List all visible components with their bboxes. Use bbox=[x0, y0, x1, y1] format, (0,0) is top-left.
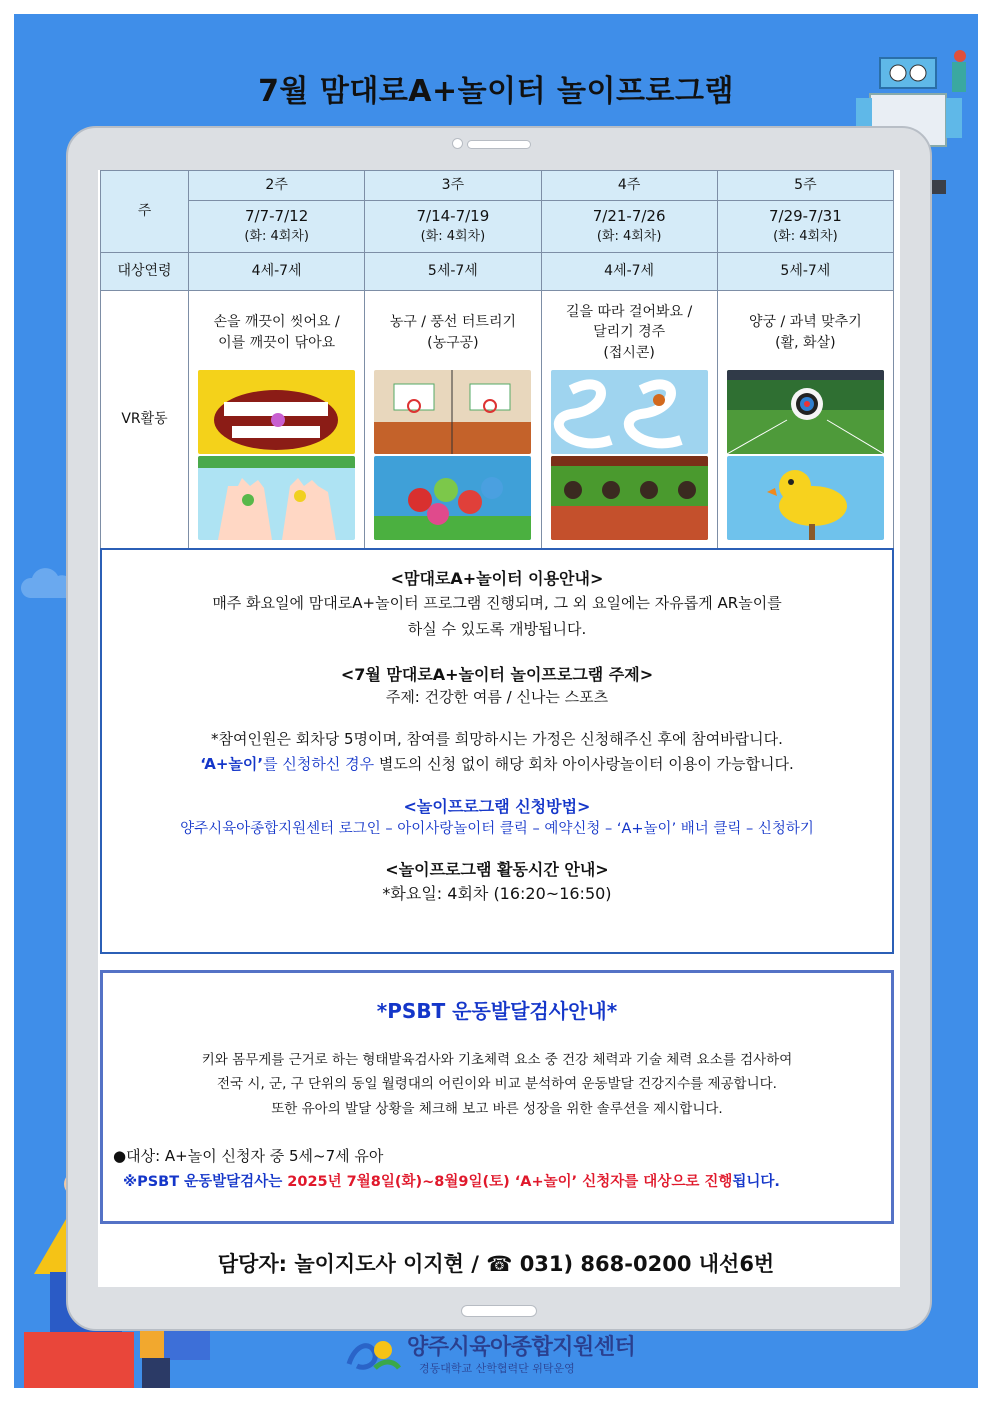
path-walking-game-icon bbox=[551, 370, 708, 454]
vr-activity-cell bbox=[717, 291, 893, 549]
aplus-condition: 를 신청하신 경우 bbox=[263, 755, 375, 773]
running-race-game-icon bbox=[551, 456, 708, 540]
activity-line: 손을 깨끗이 씻어요 / bbox=[213, 314, 340, 331]
usage-guide-text-line: 매주 화요일에 맘대로A+놀이터 프로그램 진행되며, 그 외 요일에는 자유롭게 AR놀이를 bbox=[212, 594, 782, 612]
logo-mark-icon bbox=[345, 1334, 403, 1374]
page-title: 7월 맘대로A+놀이터 놀이프로그램 bbox=[258, 74, 734, 109]
date-cell bbox=[189, 201, 365, 253]
activity-text bbox=[721, 298, 890, 368]
psbt-note-suffix: 됩니다. bbox=[732, 1173, 780, 1190]
participation-note: *참여인원은 회차당 5명이며, 참여를 희망하시는 가정은 신청해주신 후에 참여바랍니다. bbox=[211, 729, 783, 748]
theme-heading: <7월 맘대로A+놀이터 놀이프로그램 주제> bbox=[340, 665, 654, 684]
apply-steps: 양주시육아종합지원센터 로그인 – 아이사랑놀이터 클릭 – 예약신청 – ‘A+놀이’ 배너 클릭 – 신청하기 bbox=[180, 820, 814, 837]
vr-activity-cell bbox=[365, 291, 541, 549]
week-header-cell: 주 bbox=[101, 171, 189, 253]
vr-activity-cell bbox=[189, 291, 365, 549]
psbt-description-line: 전국 시, 군, 구 단위의 동일 월령대의 어린이와 비교 분석하여 운동발달 건강지수를 제공합니다. bbox=[217, 1076, 777, 1093]
psbt-note-prefix: ※PSBT 운동발달검사는 bbox=[123, 1173, 288, 1190]
organization-name: 양주시육아종합지원센터 bbox=[407, 1335, 636, 1360]
organization-logo bbox=[345, 1330, 665, 1382]
basketball-game-icon bbox=[374, 370, 531, 454]
aplus-rest: 별도의 신청 없이 해당 회차 아이사랑놀이터 이용이 가능합니다. bbox=[374, 755, 794, 773]
duck-target-game-icon bbox=[727, 456, 884, 540]
tablet-home-bar bbox=[461, 1305, 537, 1317]
activity-line: 달리기 경주 bbox=[593, 324, 666, 341]
date-range: 7/7-7/12 bbox=[245, 207, 309, 226]
week-cell: 5주 bbox=[717, 171, 893, 201]
age-cell: 4세-7세 bbox=[189, 253, 365, 291]
aplus-note bbox=[102, 752, 892, 778]
archery-game-icon bbox=[727, 370, 884, 454]
age-cell: 4세-7세 bbox=[541, 253, 717, 291]
session-count: (화: 4회차) bbox=[244, 228, 309, 244]
balloon-pop-game-icon bbox=[374, 456, 531, 540]
session-count: (화: 4회차) bbox=[773, 228, 838, 244]
activity-line: 농구 / 풍선 터트리기 bbox=[389, 314, 516, 331]
table-row-dates bbox=[101, 201, 894, 253]
psbt-description-line: 또한 유아의 발달 상황을 체크해 보고 바른 성장을 위한 솔루션을 제시합니다. bbox=[271, 1100, 723, 1117]
session-count: (화: 4회차) bbox=[596, 228, 662, 244]
vr-activity-cell bbox=[541, 291, 717, 549]
age-cell: 5세-7세 bbox=[365, 253, 541, 291]
contact-info: 담당자: 놀이지도사 이지현 / ☎ 031) 868-0200 내선6번 bbox=[217, 1252, 775, 1276]
hand-washing-game-icon bbox=[198, 456, 355, 540]
activity-line: (활, 화살) bbox=[775, 334, 836, 351]
week-cell: 4주 bbox=[541, 171, 717, 201]
date-cell bbox=[717, 201, 893, 253]
week-cell: 3주 bbox=[365, 171, 541, 201]
age-header-cell: 대상연령 bbox=[101, 253, 189, 291]
age-cell: 5세-7세 bbox=[717, 253, 893, 291]
date-cell bbox=[541, 201, 717, 253]
vr-header-cell: VR활동 bbox=[101, 291, 189, 549]
psbt-note-dates: 2025년 7월8일(화)~8월9일(토) ‘A+놀이’ 신청자를 대상으로 진행 bbox=[287, 1173, 733, 1190]
usage-guide-text-line: 하실 수 있도록 개방됩니다. bbox=[407, 619, 587, 638]
table-row-vr bbox=[101, 291, 894, 549]
organization-subtitle: 경동대학교 산학협력단 위탁운영 bbox=[419, 1362, 575, 1375]
psbt-target: ●대상: A+놀이 신청자 중 5세~7세 유아 bbox=[113, 1146, 384, 1165]
psbt-box bbox=[100, 970, 894, 1224]
activity-line: 이를 깨끗이 닦아요 bbox=[218, 334, 336, 351]
date-range: 7/29-7/31 bbox=[768, 207, 842, 226]
tooth-brushing-game-icon bbox=[198, 370, 355, 454]
psbt-description-line: 키와 몸무게를 근거로 하는 형태발육검사와 기초체력 요소 중 건강 체력과 기술 체력 요소를 검사하여 bbox=[201, 1052, 793, 1068]
date-range: 7/21-7/26 bbox=[592, 207, 666, 226]
activity-text bbox=[368, 298, 537, 368]
theme-text: 주제: 건강한 여름 / 신나는 스포츠 bbox=[385, 688, 609, 706]
date-cell bbox=[365, 201, 541, 253]
aplus-quote: ‘A+놀이’ bbox=[200, 755, 264, 773]
usage-guide-box bbox=[100, 548, 894, 954]
session-count: (화: 4회차) bbox=[420, 228, 486, 244]
activity-time-heading: <놀이프로그램 활동시간 안내> bbox=[385, 860, 609, 880]
tablet-camera-bar bbox=[467, 140, 531, 149]
activity-text bbox=[545, 298, 714, 368]
activity-line: (농구공) bbox=[427, 334, 479, 351]
usage-guide-heading: <맘대로A+놀이터 이용안내> bbox=[390, 569, 604, 588]
apply-method-heading: <놀이프로그램 신청방법> bbox=[403, 796, 591, 816]
table-row-week bbox=[101, 171, 894, 201]
activity-line: 길을 따라 걸어봐요 / bbox=[565, 304, 693, 321]
week-cell: 2주 bbox=[189, 171, 365, 201]
tablet-camera-dot bbox=[452, 138, 463, 149]
date-range: 7/14-7/19 bbox=[416, 207, 490, 226]
table-row-age bbox=[101, 253, 894, 291]
psbt-schedule-note bbox=[103, 1170, 891, 1191]
activity-line: (접시콘) bbox=[603, 344, 655, 361]
activity-text bbox=[192, 298, 361, 368]
activity-time-text: *화요일: 4회차 (16:20~16:50) bbox=[382, 884, 612, 904]
activity-line: 양궁 / 과녁 맞추기 bbox=[749, 314, 862, 331]
schedule-table bbox=[100, 170, 894, 549]
psbt-title: *PSBT 운동발달검사안내* bbox=[376, 999, 618, 1023]
